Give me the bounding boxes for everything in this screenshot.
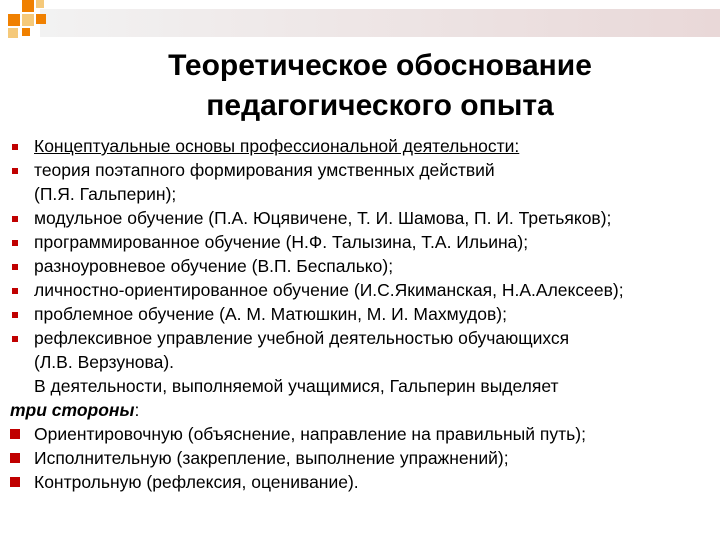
list-item (10, 278, 715, 302)
square-bullet-icon (10, 429, 20, 439)
list-item (10, 206, 715, 230)
title-line-2: педагогического опыта (206, 89, 554, 122)
list-item-text: разноуровневое обучение (В.П. Беспалько); (34, 256, 394, 276)
side-item-text: Ориентировочную (объяснение, направление на правильный путь); (34, 424, 586, 444)
square-bullet-icon (12, 168, 18, 174)
list-item (10, 230, 715, 254)
corner-square-light (8, 28, 18, 38)
square-bullet-icon (12, 336, 18, 342)
list-item-text: программированное обучение (Н.Ф. Талызина, Т.А. Ильина); (34, 232, 529, 252)
list-item-text: (П.Я. Гальперин); (34, 184, 177, 204)
list-item (10, 254, 715, 278)
list-item (10, 134, 715, 158)
list-item (10, 158, 715, 182)
square-bullet-icon (12, 144, 18, 150)
paragraph-emphasis-line (10, 398, 139, 422)
list-item-text: рефлексивное управление учебной деятельностью обучающихся (34, 328, 570, 348)
list-item-text: проблемное обучение (А. М. Матюшкин, М. И. Махмудов); (34, 304, 507, 324)
list-item (10, 326, 715, 350)
side-item-text: Исполнительную (закрепление, выполнение упражнений); (34, 448, 509, 468)
header-gradient-bar (40, 9, 720, 37)
list-item-continuation (10, 350, 715, 374)
paragraph-line (10, 398, 715, 422)
square-bullet-icon (12, 240, 18, 246)
list-item-text: теория поэтапного формирования умственных действий (34, 160, 495, 180)
list-item-text: (Л.В. Верзунова). (34, 352, 175, 372)
side-item (10, 470, 715, 494)
list-item-continuation (10, 182, 715, 206)
paragraph-text: В деятельности, выполняемой учащимися, Гальперин выделяет (34, 376, 559, 396)
square-bullet-icon (10, 453, 20, 463)
square-bullet-icon (12, 216, 18, 222)
square-bullet-icon (10, 477, 20, 487)
corner-square-orange (36, 14, 46, 24)
side-item (10, 446, 715, 470)
list-item (10, 302, 715, 326)
side-item-text: Контрольную (рефлексия, оценивание). (34, 472, 359, 492)
emphasis-text: три стороны (10, 400, 135, 420)
title-line-1: Теоретическое обоснование (168, 49, 592, 82)
slide-title (100, 46, 660, 126)
list-item-text: личностно-ориентированное обучение (И.С.Якиманская, Н.А.Алексеев); (34, 280, 624, 300)
slide-content (10, 134, 715, 494)
corner-square-light (36, 0, 44, 8)
square-bullet-icon (12, 288, 18, 294)
corner-square-light (22, 14, 34, 26)
colon-text: : (134, 400, 140, 420)
list-item-text: модульное обучение (П.А. Юцявичене, Т. И. Шамова, П. И. Третьяков); (34, 208, 612, 228)
list-item-text: Концептуальные основы профессиональной деятельности: (34, 136, 520, 156)
square-bullet-icon (12, 312, 18, 318)
corner-square-orange (8, 14, 20, 26)
corner-square-orange (22, 0, 34, 12)
corner-square-orange (22, 28, 30, 36)
square-bullet-icon (12, 264, 18, 270)
paragraph-line (10, 374, 715, 398)
side-item (10, 422, 715, 446)
